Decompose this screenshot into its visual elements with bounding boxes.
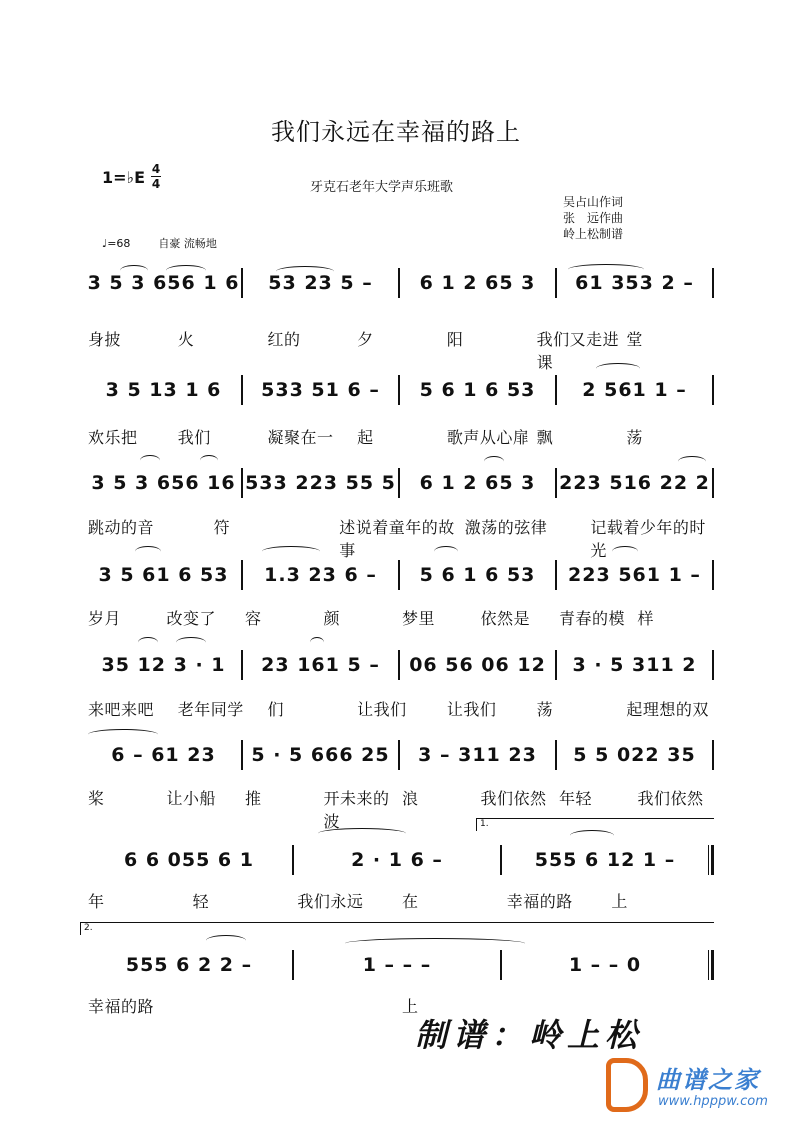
measure: 5 5 022 35 xyxy=(573,744,696,766)
lyric-word: 夕 xyxy=(357,330,374,349)
lyric-word: 荡 xyxy=(536,700,554,719)
lyricist: 吴占山作词 xyxy=(563,195,624,209)
lyric-word: 岁月 xyxy=(88,609,122,628)
lyric-word: 身披 xyxy=(88,330,122,349)
volta-first: 1. xyxy=(476,818,714,831)
barline xyxy=(712,375,714,405)
lyric-word: 让我们 xyxy=(446,700,497,719)
lyric-row xyxy=(86,606,714,629)
lyric-word: 让小船 xyxy=(166,789,217,808)
measure: 3 5 3 656 16 xyxy=(91,472,236,494)
measure: 533 51 6 – xyxy=(261,379,380,401)
lyric-word: 符 xyxy=(213,518,231,537)
slur xyxy=(120,265,148,276)
slur xyxy=(88,729,158,740)
measure: 3 5 13 1 6 xyxy=(105,379,222,401)
lyric-word: 记载着少年的时光 xyxy=(590,518,706,560)
measure: 6 – 61 23 xyxy=(111,744,216,766)
measure: 1 – – 0 xyxy=(568,954,642,976)
measure: 555 6 2 2 – xyxy=(125,954,253,976)
measure: 35 12 3 · 1 xyxy=(101,654,226,676)
lyric-word: 荡 xyxy=(626,428,643,447)
measure: 3 – 311 23 xyxy=(418,744,537,766)
page-title: 我们永远在幸福的路上 xyxy=(271,118,521,146)
measure: 3 5 3 656 1 6 xyxy=(87,272,240,294)
lyric-word: 们 xyxy=(267,700,284,719)
measure: 53 23 5 – xyxy=(268,272,373,294)
lyric-word: 跳动的音 xyxy=(88,518,155,537)
notation-row xyxy=(86,468,714,500)
lyric-word: 激荡的弦律 xyxy=(464,518,548,537)
lyric-word: 起 xyxy=(357,428,374,447)
measure: 3 5 61 6 53 xyxy=(98,564,229,586)
slur xyxy=(484,456,504,467)
slur xyxy=(206,935,246,946)
slur xyxy=(200,455,218,466)
notation-row xyxy=(86,560,714,592)
measure: 06 56 06 12 xyxy=(409,654,546,676)
lyric-word: 推 xyxy=(245,789,262,808)
slur xyxy=(596,363,640,374)
lyric-word: 阳 xyxy=(446,330,464,349)
slur xyxy=(166,265,206,276)
lyric-word: 浪 xyxy=(402,789,419,808)
lyric-word: 样 xyxy=(637,609,655,628)
measure: 6 1 2 65 3 xyxy=(419,472,536,494)
lyric-word: 让我们 xyxy=(357,700,407,719)
meter-top: 4 xyxy=(151,162,161,176)
lyric-word: 欢乐把 xyxy=(88,428,138,447)
lyric-word: 凝聚在一 xyxy=(267,428,334,447)
slur xyxy=(135,546,161,557)
lyric-word: 红的 xyxy=(267,330,301,349)
slur xyxy=(140,455,160,466)
lyric-word: 堂 xyxy=(626,330,643,349)
measure: 5 6 1 6 53 xyxy=(419,379,536,401)
lyric-word: 我们永远 xyxy=(297,892,364,911)
lyric-word: 改变了 xyxy=(166,609,217,628)
lyric-word: 青春的模 xyxy=(559,609,626,628)
lyric-row xyxy=(86,425,714,448)
lyric-word: 幸福的路 xyxy=(506,892,573,911)
barline xyxy=(712,268,714,298)
lyric-word: 在 xyxy=(402,892,419,911)
barline xyxy=(712,468,714,498)
slur xyxy=(345,938,525,949)
arranger: 岭上松制谱 xyxy=(563,227,624,241)
barline xyxy=(712,560,714,590)
notation-row xyxy=(86,650,714,682)
measure: 5 6 1 6 53 xyxy=(419,564,536,586)
lyric-word: 上 xyxy=(611,892,628,911)
barline xyxy=(712,740,714,770)
measure: 555 6 12 1 – xyxy=(534,849,676,871)
key-signature: 1=♭E xyxy=(102,168,146,187)
slur xyxy=(276,266,334,277)
tempo-value: ♩=68 xyxy=(102,237,131,250)
watermark-name: 曲谱之家 xyxy=(656,1066,760,1094)
measure: 5 · 5 666 25 xyxy=(251,744,390,766)
end-barline xyxy=(708,845,714,875)
lyric-word: 桨 xyxy=(88,789,105,808)
meter-bottom: 4 xyxy=(151,177,161,191)
end-barline xyxy=(708,950,714,980)
notation-row xyxy=(86,845,714,877)
notation-row xyxy=(86,375,714,407)
lyric-word: 火 xyxy=(177,330,195,349)
measure: 2 561 1 – xyxy=(582,379,687,401)
barline xyxy=(712,650,714,680)
lyric-word: 飘 xyxy=(536,428,554,447)
measure: 61 353 2 – xyxy=(575,272,694,294)
lyric-word: 依然是 xyxy=(480,609,531,628)
lyric-word: 歌声从心扉 xyxy=(446,428,530,447)
lyric-word: 梦里 xyxy=(402,609,436,628)
slur xyxy=(612,546,638,557)
lyric-row xyxy=(86,889,714,912)
measure: 223 561 1 – xyxy=(568,564,701,586)
slur xyxy=(262,546,320,557)
measure: 1 – – – xyxy=(362,954,432,976)
lyric-word: 我们 xyxy=(177,428,211,447)
subtitle: 牙克石老年大学声乐班歌 xyxy=(310,180,454,195)
signature: 制谱：岭上松 xyxy=(415,1016,644,1054)
watermark-logo xyxy=(606,1058,786,1118)
measure: 23 161 5 – xyxy=(261,654,380,676)
slur xyxy=(318,828,406,839)
lyric-word: 我们又走进课 xyxy=(536,330,620,372)
lyric-row xyxy=(86,697,714,720)
composer: 张 远作曲 xyxy=(563,211,624,225)
lyric-word: 颜 xyxy=(323,609,341,628)
notation-row xyxy=(86,740,714,772)
slur xyxy=(678,456,706,467)
lyric-word: 幸福的路 xyxy=(88,997,155,1016)
slur xyxy=(176,637,206,648)
lyric-word: 轻 xyxy=(192,892,210,911)
slur xyxy=(568,264,644,275)
credits xyxy=(563,194,623,242)
slur xyxy=(434,546,458,557)
lyric-word: 上 xyxy=(402,997,419,1016)
slur xyxy=(570,830,614,841)
lyric-word: 来吧来吧 xyxy=(88,700,155,719)
measure: 223 516 22 2 xyxy=(559,472,710,494)
lyric-word: 我们依然 xyxy=(480,789,547,808)
time-signature xyxy=(150,163,162,190)
measure: 3 · 5 311 2 xyxy=(572,654,697,676)
lyric-word: 年轻 xyxy=(559,789,593,808)
watermark-url: www.hpppw.com xyxy=(658,1094,768,1109)
lyric-word: 开未来的波 xyxy=(323,789,390,831)
logo-icon xyxy=(606,1058,648,1112)
measure: 6 6 055 6 1 xyxy=(123,849,254,871)
measure: 2 · 1 6 – xyxy=(351,849,443,871)
lyric-word: 我们依然 xyxy=(637,789,704,808)
measure: 6 1 2 65 3 xyxy=(419,272,536,294)
expression: 自豪 流畅地 xyxy=(158,237,217,250)
measure: 1.3 23 6 – xyxy=(264,564,377,586)
lyric-word: 容 xyxy=(245,609,262,628)
notation-row xyxy=(86,950,714,982)
lyric-word: 述说着童年的故事 xyxy=(339,518,455,560)
slur xyxy=(310,637,324,648)
lyric-word: 老年同学 xyxy=(177,700,244,719)
volta-second: 2. xyxy=(80,922,714,935)
lyric-word: 起理想的双 xyxy=(626,700,709,719)
slur xyxy=(138,637,158,648)
measure: 533 223 55 5 xyxy=(245,472,396,494)
tempo-marking xyxy=(102,235,217,251)
lyric-word: 年 xyxy=(88,892,105,911)
